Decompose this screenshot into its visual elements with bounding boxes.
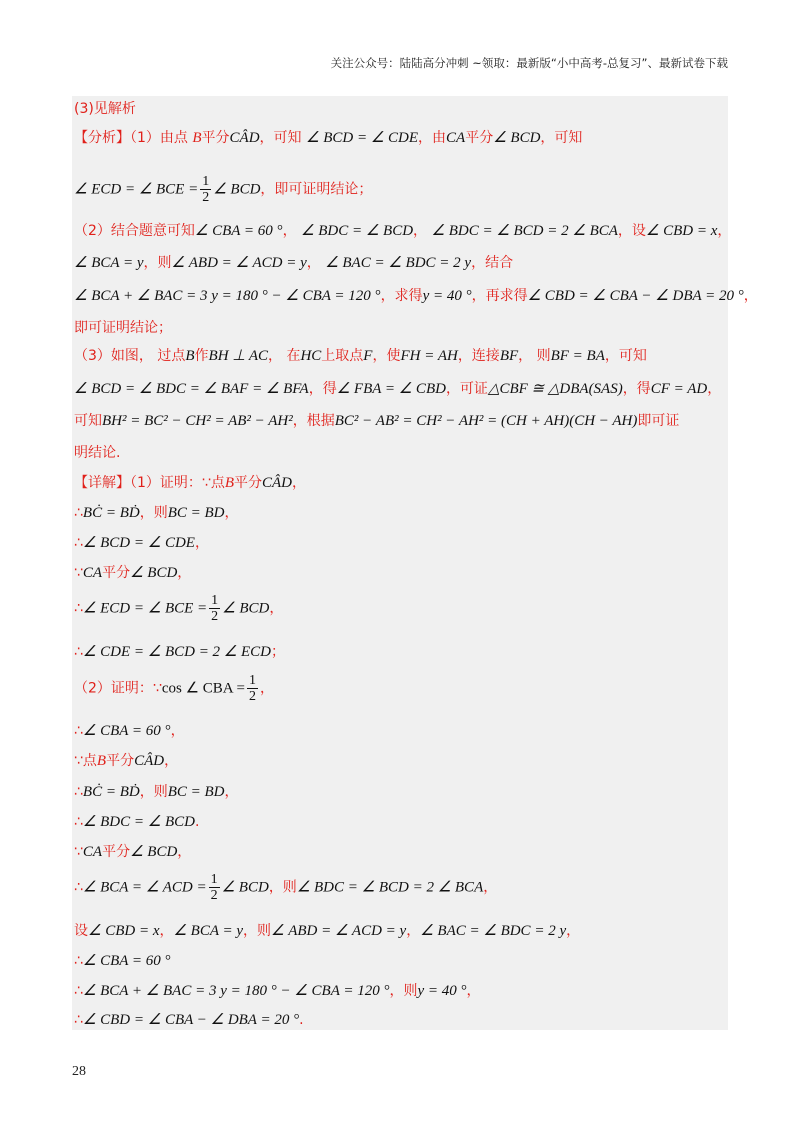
fraction: $\frac{1}{2}$	[249, 673, 256, 704]
analysis-line-10: 明结论.	[74, 445, 121, 461]
page-number: 28	[72, 1064, 86, 1079]
detail-line-8: ∴∠ CBA = 60 °，	[74, 723, 185, 739]
page-header: 关注公众号：陆陆高分冲刺 ~领取：最新版“小中高考-总复习”、最新试卷下载	[330, 56, 728, 70]
analysis-line-6: 即可证明结论；	[74, 320, 172, 336]
answer-line: (3)见解析	[74, 101, 136, 117]
analysis-line-9: 可知BH² = BC² − CH² = AB² − AH²，根据BC² − AB² = CH² − AH² = (CH + AH)(CH − AH)即可证	[74, 413, 680, 429]
detail-line-9: ∵点B平分CÂD，	[74, 753, 179, 769]
analysis-line-5: ∠ BCA + ∠ BAC = 3 y = 180 ° − ∠ CBA = 120 °，求得y = 40 °，再求得∠ CBD = ∠ CBA − ∠ DBA = 20 °，	[74, 288, 758, 304]
analysis-line-2: ∠ ECD = ∠ BCE = $\frac{1}{2}$ ∠ BCD，即可证明结论；	[74, 174, 373, 205]
detail-line-5: ∴∠ ECD = ∠ BCE = $\frac{1}{2}$ ∠ BCD，	[74, 593, 284, 624]
detail-line-17: ∴∠ CBD = ∠ CBA − ∠ DBA = 20 °.	[74, 1012, 304, 1028]
analysis-line-8: ∠ BCD = ∠ BDC = ∠ BAF = ∠ BFA，得∠ FBA = ∠ CBD，可证△CBF ≅ △DBA(SAS)，得CF = AD，	[74, 381, 722, 397]
analysis-line-1: 【分析】（1）由点 B平分CÂD，可知 ∠ BCD = ∠ CDE，由CA平分∠ BCD，可知	[74, 130, 583, 146]
analysis-line-3: （2）结合题意可知∠ CBA = 60 °， ∠ BDC = ∠ BCD， ∠ BDC = ∠ BCD = 2 ∠ BCA，设∠ CBD = x，	[74, 223, 732, 239]
fraction: $\frac{1}{2}$	[211, 593, 219, 624]
detail-line-14: 设∠ CBD = x，∠ BCA = y，则∠ ABD = ∠ ACD = y，∠ BAC = ∠ BDC = 2 y，	[74, 923, 581, 939]
detail-line-13: ∴∠ BCA = ∠ ACD = $\frac{1}{2}$ ∠ BCD，则∠ BDC = ∠ BCD = 2 ∠ BCA，	[74, 872, 498, 903]
fraction: $\frac{1}{2}$	[202, 174, 210, 205]
detail-line-10: ∴BĊ = BḊ，则BC = BD，	[74, 784, 239, 800]
analysis-line-7: （3）如图， 过点B作BH ⊥ AC， 在HC上取点F，使FH = AH，连接BF， 则BF = BA，可知	[74, 348, 647, 364]
detail-line-4: ∵CA平分∠ BCD，	[74, 565, 192, 581]
detail-line-1: 【详解】（1）证明：∵点B平分CÂD，	[74, 475, 306, 491]
detail-line-6: ∴∠ CDE = ∠ BCD = 2 ∠ ECD；	[74, 644, 286, 660]
detail-line-2: ∴BĊ = BḊ，则BC = BD，	[74, 505, 239, 521]
detail-line-16: ∴∠ BCA + ∠ BAC = 3 y = 180 ° − ∠ CBA = 120 °，则y = 40 °，	[74, 983, 481, 999]
fraction: $\frac{1}{2}$	[210, 872, 218, 903]
detail-line-12: ∵CA平分∠ BCD，	[74, 844, 192, 860]
analysis-line-4: ∠ BCA = y，则∠ ABD = ∠ ACD = y， ∠ BAC = ∠ BDC = 2 y，结合	[74, 255, 514, 271]
detail-line-7: （2）证明：∵cos ∠ CBA = $\frac{1}{2}$ ，	[74, 673, 274, 704]
detail-line-3: ∴∠ BCD = ∠ CDE，	[74, 535, 209, 551]
detail-line-11: ∴∠ BDC = ∠ BCD.	[74, 814, 200, 830]
detail-line-15: ∴∠ CBA = 60 °	[74, 953, 171, 969]
